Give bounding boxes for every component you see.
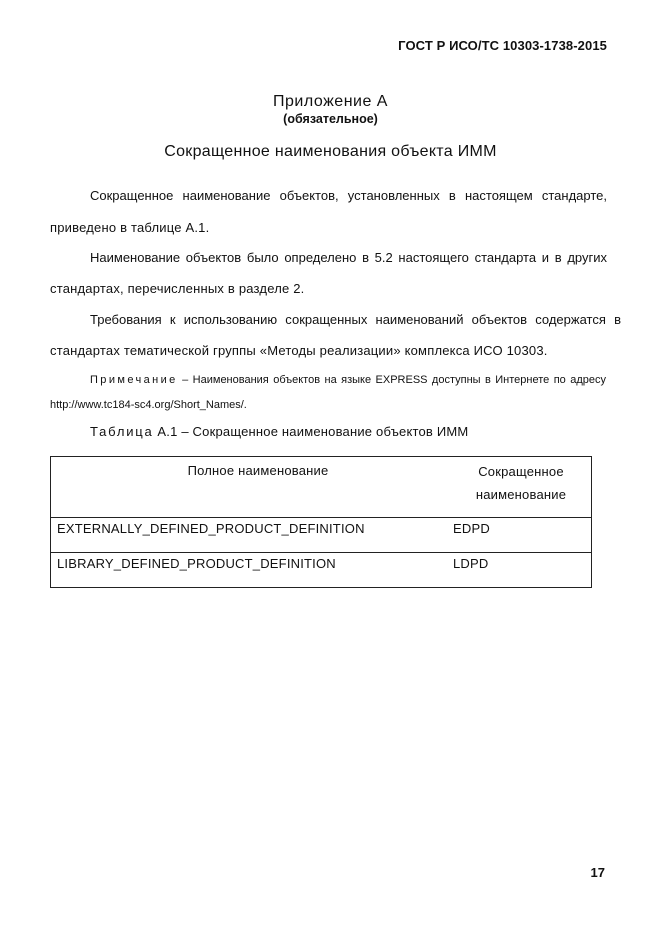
table-caption-label: Таблица xyxy=(90,424,154,439)
note-url: http://www.tc184-sc4.org/Short_Names/. xyxy=(50,399,247,411)
paragraph-1-line-2: приведено в таблице А.1. xyxy=(50,220,210,235)
note-line-1 xyxy=(90,372,606,388)
table-row xyxy=(51,553,591,587)
note-label: Примечание xyxy=(90,374,178,386)
cell-full-name: EXTERNALLY_DEFINED_PRODUCT_DEFINITION xyxy=(57,521,365,536)
cell-short-name: EDPD xyxy=(453,521,490,536)
document-code: ГОСТ Р ИСО/ТС 10303-1738-2015 xyxy=(398,38,607,53)
table-row xyxy=(51,518,591,553)
note-text: Наименования объектов на языке EXPRESS доступны в Интернете по адресу xyxy=(192,374,606,386)
paragraph-2-line-1: Наименование объектов было определено в 5.2 настоящего стандарта и в других xyxy=(90,250,607,265)
cell-short-name: LDPD xyxy=(453,556,489,571)
annex-title: Приложение А xyxy=(273,93,388,110)
table-header-row xyxy=(51,457,591,518)
note-dash: – xyxy=(182,374,189,386)
header-full-name: Полное наименование xyxy=(187,463,329,478)
table-caption xyxy=(90,422,468,442)
annex-status: (обязательное) xyxy=(283,112,378,126)
header-short-name: Сокращенное наименование xyxy=(475,464,567,502)
table-caption-text: А.1 – Сокращенное наименование объектов ИММ xyxy=(157,424,469,439)
paragraph-3-line-2: стандартах тематической группы «Методы реализации» комплекса ИСО 10303. xyxy=(50,343,548,358)
paragraph-1-line-1: Сокращенное наименование объектов, установленных в настоящем стандарте, xyxy=(90,188,607,203)
objects-table xyxy=(50,456,592,588)
cell-full-name: LIBRARY_DEFINED_PRODUCT_DEFINITION xyxy=(57,556,336,571)
annex-heading: Сокращенное наименования объекта ИММ xyxy=(164,143,497,160)
paragraph-3-line-1: Требования к использованию сокращенных наименований объектов содержатся в xyxy=(90,312,621,327)
page-number: 17 xyxy=(590,865,605,880)
paragraph-2-line-2: стандартах, перечисленных в разделе 2. xyxy=(50,281,305,296)
